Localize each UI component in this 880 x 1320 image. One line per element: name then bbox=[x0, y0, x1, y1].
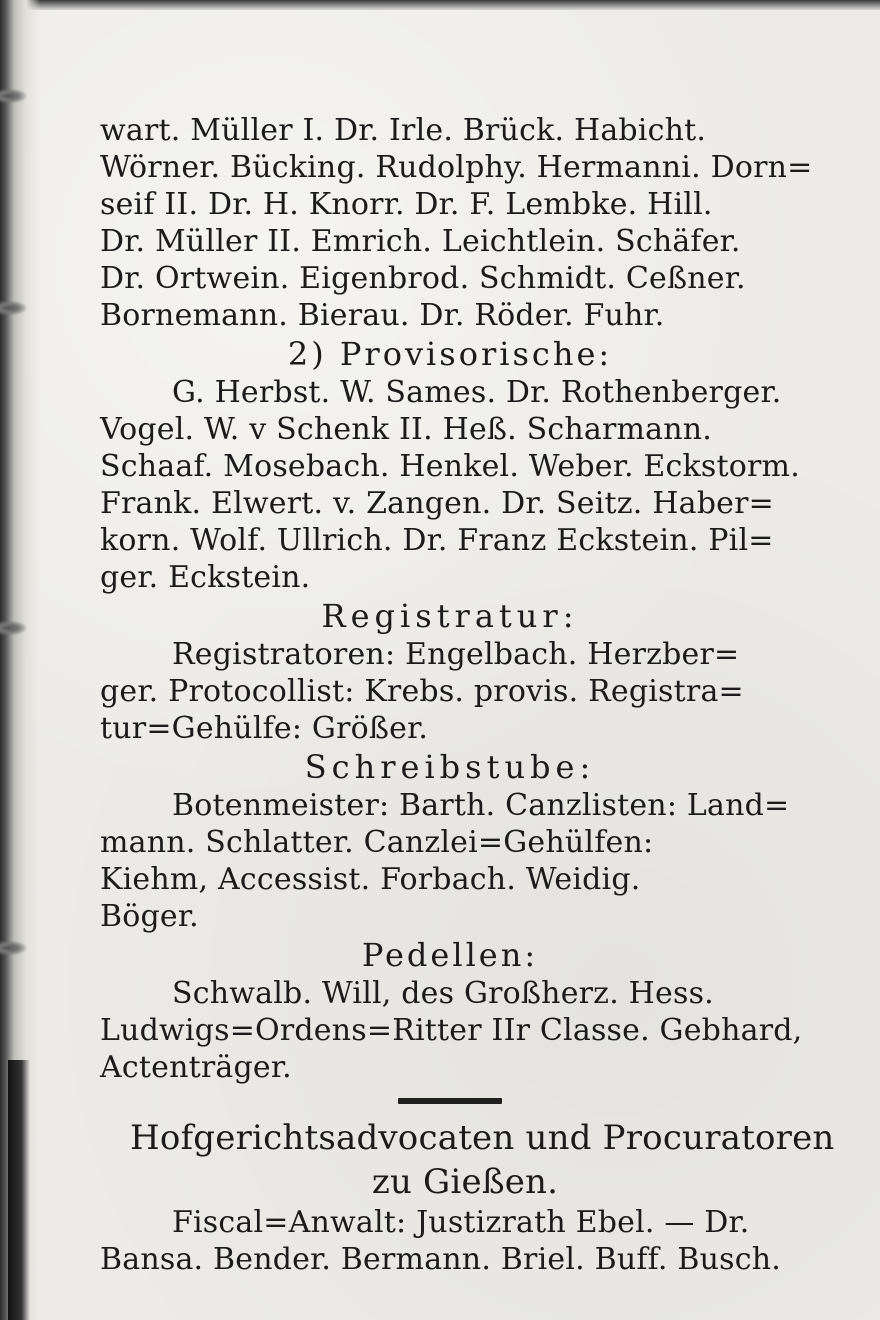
pedellen-heading: Pedellen: bbox=[361, 936, 539, 974]
text-line: Bansa. Bender. Bermann. Briel. Buff. Busch. bbox=[100, 1242, 781, 1277]
text-line: Schwalb. Will, des Großherz. Hess. bbox=[172, 976, 714, 1011]
text-line: Wörner. Bücking. Rudolphy. Hermanni. Dorn= bbox=[100, 150, 813, 185]
binding-stitch bbox=[0, 300, 28, 316]
text-line: G. Herbst. W. Sames. Dr. Rothenberger. bbox=[172, 375, 782, 410]
text-line: Ludwigs=Ordens=Ritter IIr Classe. Gebhard, bbox=[100, 1013, 803, 1048]
page-text bbox=[100, 112, 835, 1278]
text-line: Vogel. W. v Schenk II. Heß. Scharmann. bbox=[100, 412, 713, 447]
spine-shadow bbox=[8, 1060, 30, 1320]
text-line: Fiscal=Anwalt: Justizrath Ebel. — Dr. bbox=[172, 1205, 750, 1240]
text-line: mann. Schlatter. Canzlei=Gehülfen: bbox=[100, 825, 654, 860]
text-line: wart. Müller I. Dr. Irle. Brück. Habicht. bbox=[100, 113, 707, 148]
text-line: Schaaf. Mosebach. Henkel. Weber. Eckstorm. bbox=[100, 449, 800, 484]
text-line: Bornemann. Bierau. Dr. Röder. Fuhr. bbox=[100, 298, 665, 333]
binding-stitch bbox=[0, 88, 28, 104]
provisorische-heading: 2) Provisorische: bbox=[287, 335, 613, 373]
text-line: ger. Protocollist: Krebs. provis. Registra= bbox=[100, 674, 744, 709]
binding-stitch bbox=[0, 940, 28, 956]
schreibstube-heading: Schreibstube: bbox=[304, 748, 596, 786]
binding-stitch bbox=[0, 620, 28, 636]
top-edge bbox=[0, 0, 880, 10]
text-line: ger. Eckstein. bbox=[100, 560, 311, 595]
text-line: Böger. bbox=[100, 899, 199, 934]
section-subtitle: zu Gießen. bbox=[371, 1162, 559, 1202]
text-line: seif II. Dr. H. Knorr. Dr. F. Lembke. Hill. bbox=[100, 187, 713, 222]
text-line: korn. Wolf. Ullrich. Dr. Franz Eckstein. Pil= bbox=[100, 523, 774, 558]
text-line: Frank. Elwert. v. Zangen. Dr. Seitz. Haber= bbox=[100, 486, 774, 521]
text-line: tur=Gehülfe: Größer. bbox=[100, 711, 429, 746]
registratur-heading: Registratur: bbox=[321, 597, 579, 635]
section-title: Hofgerichtsadvocaten und Procuratoren bbox=[130, 1118, 835, 1158]
text-line: Dr. Müller II. Emrich. Leichtlein. Schäfer. bbox=[100, 224, 741, 259]
text-line: Botenmeister: Barth. Canzlisten: Land= bbox=[172, 788, 790, 823]
text-line: Dr. Ortwein. Eigenbrod. Schmidt. Ceßner. bbox=[100, 261, 746, 296]
text-line: Actenträger. bbox=[100, 1050, 292, 1085]
section-divider bbox=[398, 1098, 502, 1104]
text-line: Registratoren: Engelbach. Herzber= bbox=[172, 637, 740, 672]
text-line: Kiehm, Accessist. Forbach. Weidig. bbox=[100, 862, 641, 897]
